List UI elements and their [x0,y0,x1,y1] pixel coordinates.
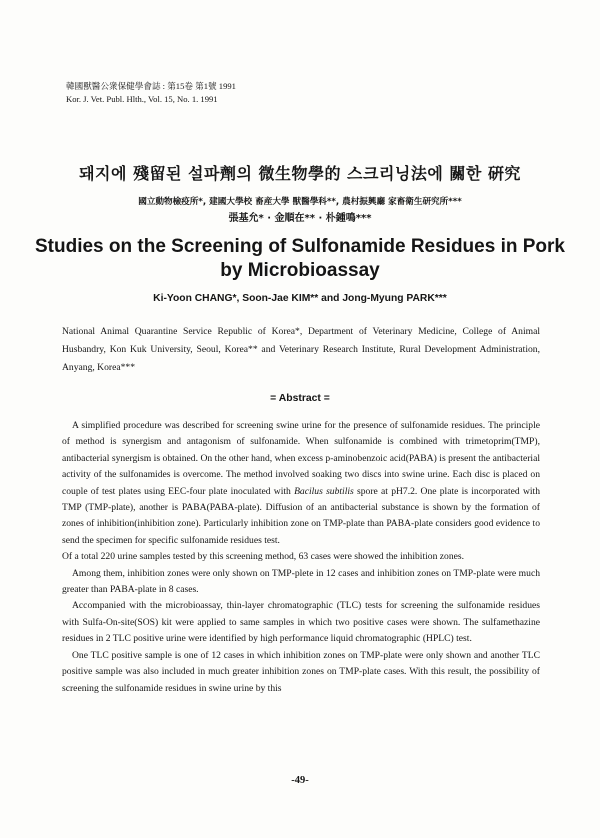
title-english-line1: Studies on the Screening of Sulfonamide Residues in Pork [35,236,565,257]
abstract-p1-text: A simplified procedure was described for screening swine urine for the presence of sulfonamide residues. The principle of method is synergism and antagonism of sulfonamide. When sulfonamide is combined with trimetoprim(TMP), antibacterial synergism is obtained. On the other hand, when excess p-aminobenzoic acid(PABA) is present the antibacterial activity of the sulfonamides is overcome. The method involved soaking two discs into swine urine. Each disc is placed on couple of test plates using EEC-four plate inoculated with [62,420,540,497]
title-english-line2: by Microbioassay [220,260,380,281]
journal-header [66,80,236,106]
journal-citation-english: Kor. J. Vet. Publ. Hlth., Vol. 15, No. 1. 1991 [66,94,218,104]
abstract-paragraph-1 [62,418,540,549]
authors-english: Ki-Yoon CHANG*, Soon-Jae KIM** and Jong-Myung PARK*** [153,293,447,304]
title-korean: 돼지에 殘留된 설파劑의 微生物學的 스크리닝法에 關한 硏究 [79,164,521,183]
abstract-heading: = Abstract = [270,393,330,404]
abstract-p1-text-cont: spore at pH7.2. One plate is incorporated with TMP (TMP-plate), another is PABA(PABA-plate). Diffusion of an antibacterial substance is shown by the formation of zones of inhibition(inhibition zone). Particularly inhibition zone on TMP-plate than PABA-plate considers good evidence to send the specimen for specific sulfonamide residues test. [62,485,540,546]
authors-korean: 張基允* · 金順在** · 朴鍾鳴*** [228,213,372,224]
affiliations-korean: 國立動物檢疫所*, 建國大學校 畜産大學 獸醫學科**, 農村振興廳 家畜衛生研究所*** [138,197,462,207]
abstract-paragraph-4: Accompanied with the microbioassay, thin-layer chromatographic (TLC) tests for screening the sulfonamide residues with Sulfa-On-site(SOS) kit were applied to same samples in which two positive cases were shown. The sulfamethazine residues in 2 TLC positive urine were identified by high performance liquid chromatographic (HPLC) test. [62,600,540,645]
abstract-body [62,418,540,697]
species-name: Bacilus subtilis [294,485,354,497]
abstract-paragraph-5: One TLC positive sample is one of 12 cases in which inhibition zones on TMP-plate were only shown and another TLC positive sample was also included in much greater inhibition zones on TMP-plate cases. With this result, the possibility of screening the sulfonamide residues in swine urine by this [62,649,540,694]
journal-citation-korean: 韓國獸醫公衆保健學會誌 : 第15卷 第1號 1991 [66,81,236,91]
abstract-paragraph-3: Among them, inhibition zones were only shown on TMP-plete in 12 cases and inhibition zones on TMP-plate were much greater than PABA-plate in 8 cases. [62,567,540,596]
institutions: National Animal Quarantine Service Republic of Korea*, Department of Veterinary Medicine, College of Animal Husbandry, Kon Kuk University, Seoul, Korea** and Veterinary Research Institute, Rural Development Administration, Anyang, Korea*** [62,326,540,374]
abstract-paragraph-2: Of a total 220 urine samples tested by this screening method, 63 cases were showed the inhibition zones. [62,551,465,563]
page-number: -49- [291,775,309,786]
